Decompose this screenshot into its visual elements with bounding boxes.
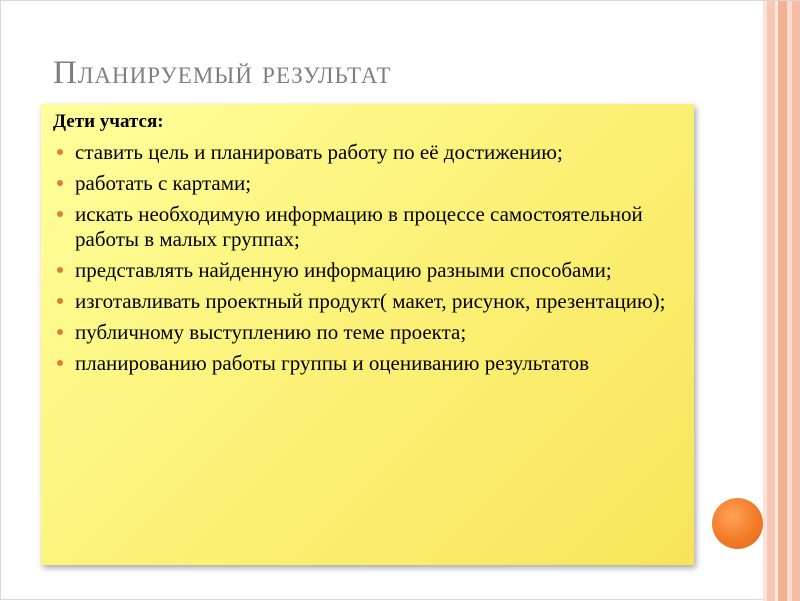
bullet-list xyxy=(53,140,678,376)
content-box xyxy=(41,104,694,565)
list-item-text: работать с картами; xyxy=(75,171,252,195)
list-item xyxy=(53,140,678,165)
bullet-icon xyxy=(57,329,63,335)
decorative-circle xyxy=(712,498,763,549)
bullet-icon xyxy=(57,180,63,186)
decorative-stripe xyxy=(792,1,800,601)
list-item xyxy=(53,320,678,345)
list-item-text: публичному выступлению по теме проекта; xyxy=(75,320,467,344)
list-item xyxy=(53,351,678,376)
list-item xyxy=(53,258,678,283)
list-item xyxy=(53,289,678,314)
list-item-text: планированию работы группы и оцениванию результатов xyxy=(75,351,590,375)
bullet-icon xyxy=(57,360,63,366)
slide-title: Планируемый результат xyxy=(53,55,392,91)
decorative-stripe xyxy=(778,1,787,601)
decorative-stripe xyxy=(767,1,775,601)
content-heading: Дети учатся: xyxy=(53,111,164,132)
bullet-icon xyxy=(57,149,63,155)
list-item-text: изготавливать проектный продукт( макет, рисунок, презентацию); xyxy=(75,289,666,313)
list-item xyxy=(53,171,678,196)
list-item-text: представлять найденную информацию разными способами; xyxy=(75,258,612,282)
bullet-icon xyxy=(57,211,63,217)
bullet-icon xyxy=(57,267,63,273)
list-item xyxy=(53,202,678,252)
list-item-text: ставить цель и планировать работу по её достижению; xyxy=(75,140,563,164)
list-item-text: искать необходимую информацию в процессе самостоятельной работы в малых группах; xyxy=(75,202,643,251)
bullet-icon xyxy=(57,298,63,304)
